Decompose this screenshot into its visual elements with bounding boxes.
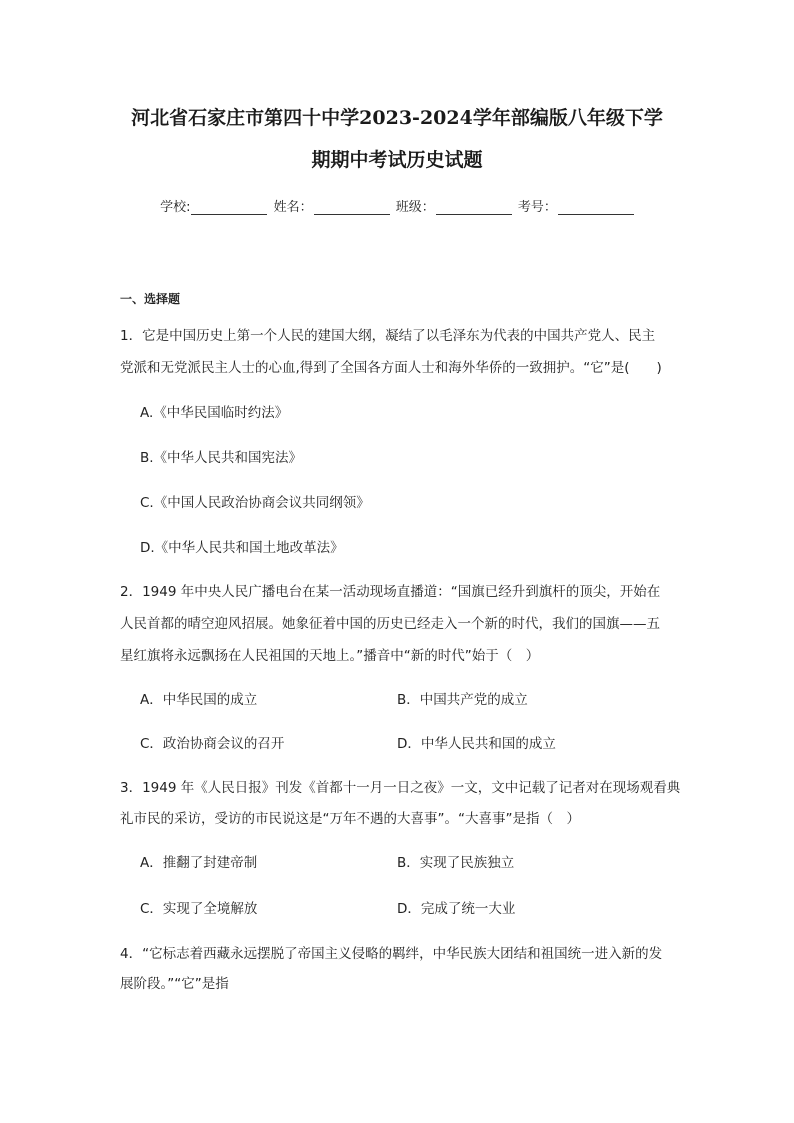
question-1-option-c[interactable]: C.《中国人民政治协商会议共同纲领》	[140, 495, 370, 511]
question-3-option-a[interactable]: A．推翻了封建帝制	[140, 855, 258, 871]
exam-title-line-2: 期期中考试历史试题	[311, 149, 483, 171]
school-label: 学校:	[160, 200, 191, 215]
question-3-option-b[interactable]: B．实现了民族独立	[397, 855, 515, 871]
question-3-text-line-2: 礼市民的采访，受访的市民说这是“万年不遇的大喜事”。“大喜事”是指（ ）	[120, 811, 580, 827]
question-2-option-b[interactable]: B．中国共产党的成立	[397, 692, 528, 708]
question-2-option-a[interactable]: A．中华民国的成立	[140, 692, 258, 708]
exam-title-line-1: 河北省石家庄市第四十中学2023-2024学年部编版八年级下学	[131, 107, 663, 129]
name-blank[interactable]	[314, 200, 390, 215]
question-1-text-line-2: 党派和无党派民主人士的心血,得到了全国各方面人士和海外华侨的一致拥护。“它”是( )	[120, 360, 662, 376]
exam-number-label: 考号：	[517, 200, 557, 215]
question-3-option-d[interactable]: D．完成了统一大业	[397, 901, 516, 917]
exam-number-field	[518, 196, 634, 215]
student-info-row	[0, 196, 794, 215]
exam-number-blank[interactable]	[558, 200, 634, 215]
question-1-option-b[interactable]: B.《中华人民共和国宪法》	[140, 450, 303, 466]
class-label: 班级：	[395, 200, 435, 215]
section-heading: 一、选择题	[120, 292, 181, 306]
question-3-text-line-1: 3．1949 年《人民日报》刊发《首都十一月一日之夜》一文，文中记载了记者对在现场观看典	[120, 780, 681, 796]
question-2-option-d[interactable]: D．中华人民共和国的成立	[397, 736, 556, 752]
name-field	[274, 196, 390, 215]
question-4-text-line-1: 4．“它标志着西藏永远摆脱了帝国主义侵略的羁绊，中华民族大团结和祖国统一进入新的发	[120, 946, 663, 962]
question-4-text-line-2: 展阶段。”“它”是指	[120, 976, 229, 992]
question-2-option-c[interactable]: C．政治协商会议的召开	[140, 736, 285, 752]
question-1-option-a[interactable]: A.《中华民国临时约法》	[140, 405, 289, 421]
school-blank[interactable]	[191, 200, 267, 215]
question-3-option-c[interactable]: C．实现了全境解放	[140, 901, 258, 917]
name-label: 姓名：	[273, 200, 313, 215]
question-2-text-line-2: 人民首都的晴空迎风招展。她象征着中国的历史已经走入一个新的时代，我们的国旗——五	[120, 616, 660, 632]
question-2-text-line-3: 星红旗将永远飘扬在人民祖国的天地上。”播音中“新的时代”始于（ ）	[120, 648, 540, 664]
class-blank[interactable]	[436, 200, 512, 215]
class-field	[396, 196, 512, 215]
question-1-option-d[interactable]: D.《中华人民共和国土地改革法》	[140, 540, 344, 556]
question-2-text-line-1: 2．1949 年中央人民广播电台在某一活动现场直播道：“国旗已经升到旗杆的顶尖，开始在	[120, 584, 661, 600]
question-1-text-line-1: 1．它是中国历史上第一个人民的建国大纲，凝结了以毛泽东为代表的中国共产党人、民主	[120, 328, 656, 344]
school-field	[160, 196, 267, 215]
